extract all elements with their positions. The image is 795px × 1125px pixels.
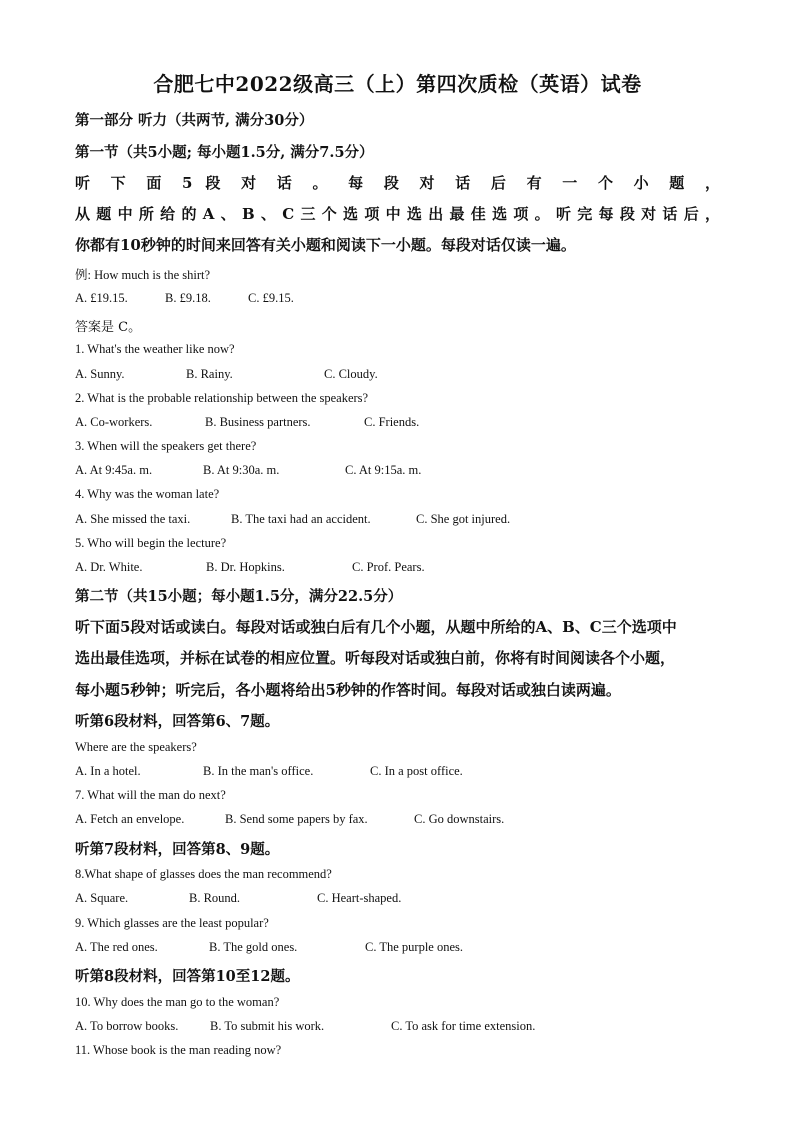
section1-instructions-line-3: 你都有10秒钟的时间来回答有关小题和阅读下一小题。每段对话仅读一遍。	[75, 236, 576, 254]
question-7-options	[75, 812, 735, 830]
example-options	[75, 291, 735, 309]
option-c: C. In a post office.	[370, 764, 463, 778]
option-c: C. Heart-shaped.	[317, 891, 402, 905]
option-b: B. Dr. Hopkins.	[206, 560, 285, 574]
option-a: A. Fetch an envelope.	[75, 812, 185, 826]
group-8-heading: 听第8段材料，回答第10至12题。	[75, 968, 300, 985]
section2-instructions-line-1: 听下面5段对话或读白。每段对话或独白后有几个小题，从题中所给的A、B、C三个选项中	[75, 618, 677, 636]
option-c: C. To ask for time extension.	[391, 1019, 536, 1033]
group-6-heading: 听第6段材料，回答第6、7题。	[75, 713, 280, 730]
question-10-options	[75, 1019, 735, 1037]
group-7-heading: 听第7段材料，回答第8、9题。	[75, 841, 280, 858]
section1-instructions-line-1: 听 下 面 5 段 对 话 。 每 段 对 话 后 有 一 个 小 题 ，	[75, 174, 720, 192]
question-9-options	[75, 940, 735, 958]
option-c: C. She got injured.	[416, 512, 511, 526]
question-8: 8.What shape of glasses does the man recommend?	[75, 867, 332, 881]
question-10: 10. Why does the man go to the woman?	[75, 995, 280, 1009]
option-b: B. At 9:30a. m.	[203, 463, 280, 477]
option-b: B. Send some papers by fax.	[225, 812, 368, 826]
question-6: Where are the speakers?	[75, 740, 197, 754]
option-a: A. Sunny.	[75, 367, 125, 381]
option-a: A. At 9:45a. m.	[75, 463, 153, 477]
option-b: B. The gold ones.	[209, 940, 298, 954]
example-question: 例: How much is the shirt?	[75, 268, 211, 282]
option-b: B. In the man's office.	[203, 764, 314, 778]
option-c: C. Go downstairs.	[414, 812, 505, 826]
option-c: C. Prof. Pears.	[352, 560, 425, 574]
option-c: C. £9.15.	[248, 291, 294, 305]
option-b: B. To submit his work.	[210, 1019, 325, 1033]
question-5-options	[75, 560, 735, 578]
option-b: B. £9.18.	[165, 291, 211, 305]
option-a: A. Co-workers.	[75, 415, 153, 429]
option-a: A. She missed the taxi.	[75, 512, 191, 526]
question-4: 4. Why was the woman late?	[75, 487, 220, 501]
question-9: 9. Which glasses are the least popular?	[75, 916, 269, 930]
section2-instructions-line-2: 选出最佳选项，并标在试卷的相应位置。听每段对话或独白前，你将有时间阅读各个小题，	[75, 649, 676, 667]
question-5: 5. Who will begin the lecture?	[75, 536, 227, 550]
section2-heading: 第二节（共15小题；每小题1.5分，满分22.5分）	[75, 588, 403, 605]
question-1-options	[75, 367, 735, 385]
option-c: C. Cloudy.	[324, 367, 378, 381]
question-2: 2. What is the probable relationship between the speakers?	[75, 391, 369, 405]
question-11: 11. Whose book is the man reading now?	[75, 1043, 282, 1057]
example-answer: 答案是 C。	[75, 320, 142, 335]
exam-title: 合肥七中2022级高三（上）第四次质检（英语）试卷	[153, 72, 642, 96]
question-2-options	[75, 415, 735, 433]
question-4-options	[75, 512, 735, 530]
section1-instructions-line-2: 从题中所给的A、B、C三个选项中选出最佳选项。听完每段对话后，	[75, 205, 720, 223]
option-a: A. £19.15.	[75, 291, 128, 305]
option-a: A. To borrow books.	[75, 1019, 179, 1033]
question-1: 1. What's the weather like now?	[75, 342, 235, 356]
section1-heading: 第一节（共5小题; 每小题1.5分, 满分7.5分）	[75, 144, 374, 161]
option-b: B. The taxi had an accident.	[231, 512, 371, 526]
option-b: B. Business partners.	[205, 415, 311, 429]
part1-heading: 第一部分 听力（共两节, 满分30分）	[75, 112, 314, 129]
question-8-options	[75, 891, 735, 909]
option-b: B. Round.	[189, 891, 241, 905]
option-a: A. Dr. White.	[75, 560, 143, 574]
option-a: A. In a hotel.	[75, 764, 141, 778]
section2-instructions-line-3: 每小题5秒钟；听完后，各小题将给出5秒钟的作答时间。每段对话或独白读两遍。	[75, 681, 621, 699]
option-c: C. At 9:15a. m.	[345, 463, 422, 477]
question-6-options	[75, 764, 735, 782]
question-3: 3. When will the speakers get there?	[75, 439, 257, 453]
option-a: A. The red ones.	[75, 940, 158, 954]
option-c: C. Friends.	[364, 415, 420, 429]
question-7: 7. What will the man do next?	[75, 788, 226, 802]
option-c: C. The purple ones.	[365, 940, 464, 954]
option-b: B. Rainy.	[186, 367, 233, 381]
question-3-options	[75, 463, 735, 481]
option-a: A. Square.	[75, 891, 129, 905]
